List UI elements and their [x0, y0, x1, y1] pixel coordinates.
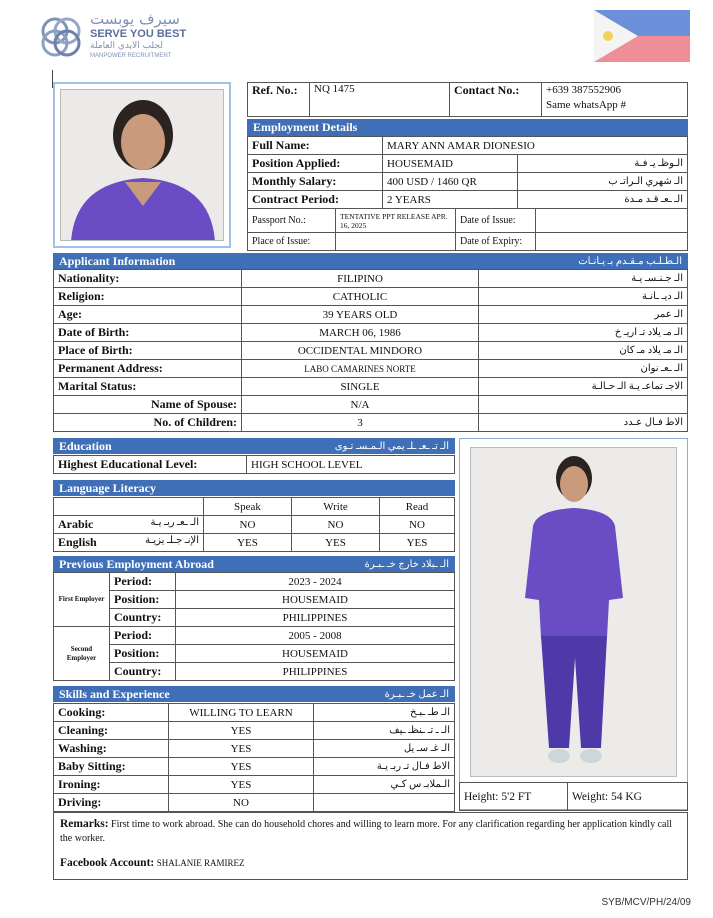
skills-row: [54, 704, 455, 722]
previous-row: [54, 591, 455, 609]
place-of-issue-label: Place of Issue:: [248, 233, 336, 251]
previous-value: PHILIPPINES: [176, 663, 455, 681]
employment-value: 2 YEARS: [383, 191, 518, 209]
top-info-table: [247, 82, 688, 117]
applicant-portrait-photo: [60, 89, 224, 241]
applicant-row: [54, 342, 688, 360]
language-corner: [54, 498, 204, 516]
language-arabic: الـ ـعـ ربـ يـة: [150, 517, 199, 528]
employment-row: [248, 173, 688, 191]
applicant-header-label: Applicant Information: [59, 253, 176, 268]
passport-value: TENTATIVE PPT RELEASE APR. 16, 2025: [336, 209, 456, 233]
applicant-full-body-photo: [470, 447, 677, 777]
language-value: YES: [292, 534, 380, 552]
applicant-row: [54, 378, 688, 396]
education-header-arabic: الـ تـ ـعـ ـلـ يمي الـمـسـ تـوى: [334, 440, 449, 452]
education-header: [53, 438, 455, 454]
language-arabic: الإنـ جـلـ يزيـة: [145, 535, 199, 546]
applicant-header: [53, 253, 688, 269]
applicant-arabic: [479, 396, 688, 414]
language-value: YES: [204, 534, 292, 552]
previous-header: [53, 556, 455, 572]
employment-header: [247, 119, 688, 136]
applicant-row: [54, 324, 688, 342]
brand-sub: MANPOWER RECRUITMENT: [90, 53, 172, 59]
previous-label: Position:: [110, 645, 176, 663]
applicant-arabic: الـ جـنـسـ يـة: [479, 270, 688, 288]
previous-value: HOUSEMAID: [176, 591, 455, 609]
employment-value: HOUSEMAID: [383, 155, 518, 173]
employment-arabic: الـوظـ يـ فـة: [518, 155, 688, 173]
applicant-arabic: الـ ديـ ـانـة: [479, 288, 688, 306]
skills-value: YES: [169, 740, 314, 758]
contact-value: +639 387552906: [546, 84, 621, 96]
language-row: [54, 534, 455, 552]
skills-row: [54, 794, 455, 812]
skills-arabic: الاط فـال تـ ربـ يـة: [314, 758, 455, 776]
applicant-value: CATHOLIC: [242, 288, 479, 306]
employer-name: Second Employer: [54, 627, 110, 681]
language-label-cell: [54, 516, 204, 534]
education-label: Highest Educational Level:: [54, 456, 247, 474]
skills-arabic: الـ غـ سـ يل: [314, 740, 455, 758]
skills-row: [54, 758, 455, 776]
previous-row: [54, 627, 455, 645]
applicant-value: SINGLE: [242, 378, 479, 396]
applicant-value: 39 YEARS OLD: [242, 306, 479, 324]
employer-name: First Employer: [54, 573, 110, 627]
language-value: NO: [380, 516, 455, 534]
expiry-date-value: [536, 233, 688, 251]
skills-value: WILLING TO LEARN: [169, 704, 314, 722]
passport-table: [247, 208, 688, 251]
skills-header-label: Skills and Experience: [59, 686, 170, 701]
applicant-value: LABO CAMARINES NORTE: [242, 360, 479, 378]
applicant-value: N/A: [242, 396, 479, 414]
applicant-label: Name of Spouse:: [54, 396, 242, 414]
language-value: NO: [292, 516, 380, 534]
facebook-value: SHALANIE RAMIREZ: [156, 858, 245, 868]
applicant-row: [54, 270, 688, 288]
skills-label: Cleaning:: [54, 722, 169, 740]
place-of-issue-value: [336, 233, 456, 251]
education-value: HIGH SCHOOL LEVEL: [247, 456, 455, 474]
language-name: English: [58, 535, 97, 549]
applicant-label: Date of Birth:: [54, 324, 242, 342]
applicant-label: Religion:: [54, 288, 242, 306]
applicant-row: [54, 306, 688, 324]
employment-arabic: الـ شهري الـراتـ ب: [518, 173, 688, 191]
facebook-line: [60, 856, 681, 871]
footer-code: SYB/MCV/PH/24/09: [601, 897, 691, 908]
skills-header-arabic: الـ عمل خـ ـبـرة: [384, 688, 449, 700]
previous-label: Period:: [110, 573, 176, 591]
skills-value: NO: [169, 794, 314, 812]
applicant-value: MARCH 06, 1986: [242, 324, 479, 342]
employment-label: Position Applied:: [248, 155, 383, 173]
applicant-arabic: الـ عمر: [479, 306, 688, 324]
height-value: Height: 5'2 FT: [460, 783, 568, 811]
flag-icon: [594, 10, 690, 62]
previous-value: PHILIPPINES: [176, 609, 455, 627]
employment-label: Contract Period:: [248, 191, 383, 209]
previous-value: 2005 - 2008: [176, 627, 455, 645]
employment-table: [247, 136, 688, 209]
applicant-label: Age:: [54, 306, 242, 324]
employment-value: 400 USD / 1460 QR: [383, 173, 518, 191]
employment-label: Full Name:: [248, 137, 383, 155]
remarks-label: Remarks:: [60, 818, 109, 830]
language-header-label: Language Literacy: [59, 480, 156, 495]
remarks-box: [53, 812, 688, 880]
previous-value: 2023 - 2024: [176, 573, 455, 591]
brand-tagline-arabic: لجلب الايدي العاملة: [90, 41, 163, 51]
applicant-label: Nationality:: [54, 270, 242, 288]
remarks-line: [60, 817, 681, 846]
employment-row: [248, 155, 688, 173]
language-value: YES: [380, 534, 455, 552]
applicant-value: FILIPINO: [242, 270, 479, 288]
skills-label: Cooking:: [54, 704, 169, 722]
skills-row: [54, 722, 455, 740]
language-name: Arabic: [58, 517, 94, 531]
measurement-table: [459, 782, 688, 811]
skills-value: YES: [169, 758, 314, 776]
logo: [38, 12, 188, 62]
issue-date-value: [536, 209, 688, 233]
applicant-header-arabic: الـطـلـب مـقـدم بـ يـانـات: [578, 255, 682, 267]
previous-row: [54, 663, 455, 681]
applicant-table: [53, 269, 688, 432]
language-col-header: Write: [292, 498, 380, 516]
skills-header: [53, 686, 455, 702]
skills-label: Ironing:: [54, 776, 169, 794]
applicant-arabic: الـ مـ يلاد تـ اريـ خ: [479, 324, 688, 342]
employment-value: MARY ANN AMAR DIONESIO: [383, 137, 688, 155]
brand-arabic: سيرف يوبست: [90, 10, 180, 28]
skills-arabic: الـ ـ تـ ـنظـ ـيف: [314, 722, 455, 740]
ref-value: NQ 1475: [310, 83, 450, 117]
language-row: [54, 516, 455, 534]
skills-arabic: الـملابـ س كـي: [314, 776, 455, 794]
previous-table: [53, 572, 455, 681]
skills-value: YES: [169, 776, 314, 794]
facebook-label: Facebook Account:: [60, 857, 155, 869]
skills-table: [53, 703, 455, 812]
passport-label: Passport No.:: [248, 209, 336, 233]
previous-label: Country:: [110, 609, 176, 627]
expiry-date-label: Date of Expiry:: [456, 233, 536, 251]
contact-label: Contact No.:: [450, 83, 542, 117]
weight-value: Weight: 54 KG: [568, 783, 688, 811]
applicant-label: Place of Birth:: [54, 342, 242, 360]
applicant-label: Permanent Address:: [54, 360, 242, 378]
education-table: [53, 455, 455, 474]
applicant-value: OCCIDENTAL MINDORO: [242, 342, 479, 360]
applicant-label: No. of Children:: [54, 414, 242, 432]
language-value: NO: [204, 516, 292, 534]
previous-label: Position:: [110, 591, 176, 609]
brand-name: SERVE YOU BEST: [90, 28, 187, 40]
language-label-cell: [54, 534, 204, 552]
previous-header-label: Previous Employment Abroad: [59, 556, 214, 571]
applicant-row: [54, 414, 688, 432]
skills-label: Baby Sitting:: [54, 758, 169, 776]
philippine-flag: [594, 10, 690, 62]
previous-value: HOUSEMAID: [176, 645, 455, 663]
applicant-row: [54, 396, 688, 414]
language-header: [53, 480, 455, 496]
previous-header-arabic: الـ ـبلاد خارج خـ ـبـرة: [364, 558, 449, 570]
language-header-row: [54, 498, 455, 516]
contact-note: Same whatsApp #: [546, 99, 627, 111]
applicant-label: Marital Status:: [54, 378, 242, 396]
previous-label: Period:: [110, 627, 176, 645]
skills-arabic: الـ طـ ـبـخ: [314, 704, 455, 722]
employment-row: [248, 137, 688, 155]
skills-arabic: [314, 794, 455, 812]
applicant-arabic: الـ ـعـ نوان: [479, 360, 688, 378]
skills-row: [54, 776, 455, 794]
employment-header-label: Employment Details: [253, 120, 358, 134]
employment-label: Monthly Salary:: [248, 173, 383, 191]
previous-row: [54, 573, 455, 591]
applicant-row: [54, 288, 688, 306]
previous-row: [54, 645, 455, 663]
skills-label: Driving:: [54, 794, 169, 812]
applicant-row: [54, 360, 688, 378]
applicant-value: 3: [242, 414, 479, 432]
previous-label: Country:: [110, 663, 176, 681]
employment-arabic: الـ ـعـ قـد مـدة: [518, 191, 688, 209]
language-table: [53, 497, 455, 552]
applicant-arabic: الـ مـ يلاد مـ كان: [479, 342, 688, 360]
issue-date-label: Date of Issue:: [456, 209, 536, 233]
applicant-arabic: الاط فـال عـدد: [479, 414, 688, 432]
logo-emblem-icon: [38, 14, 84, 60]
ref-label: Ref. No.:: [248, 83, 310, 117]
education-header-label: Education: [59, 438, 112, 453]
language-col-header: Speak: [204, 498, 292, 516]
employment-row: [248, 191, 688, 209]
previous-row: [54, 609, 455, 627]
contact-cell: [542, 83, 688, 117]
remarks-text: First time to work abroad. She can do household chores and willing to learn more. For any clarification regarding her application kindly call the worker.: [60, 819, 673, 844]
language-col-header: Read: [380, 498, 455, 516]
skills-row: [54, 740, 455, 758]
skills-label: Washing:: [54, 740, 169, 758]
skills-value: YES: [169, 722, 314, 740]
applicant-arabic: الاجـ تماعـ يـة الـ حـالـة: [479, 378, 688, 396]
